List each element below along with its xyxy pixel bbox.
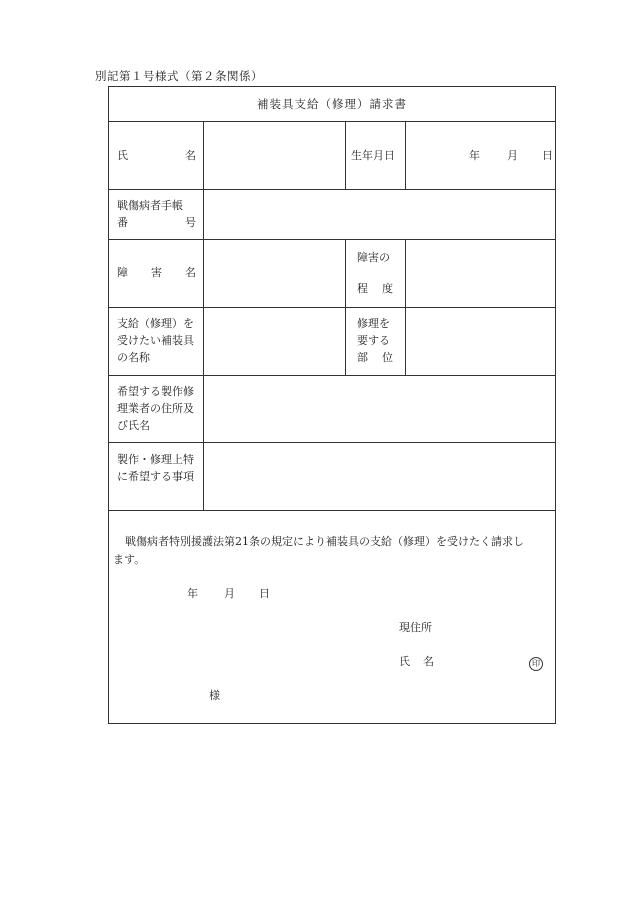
- date-month-unit: 月: [224, 587, 235, 600]
- seal-mark: 印: [529, 654, 543, 671]
- repair-part-label: 修理を 要する 部 位: [357, 317, 393, 364]
- row-divider: [109, 375, 555, 376]
- row-divider: [109, 307, 555, 308]
- device-name-label: 支給（修理）を 受けたい補装具 の名称: [117, 317, 194, 364]
- notebook-number-label: 戦傷病者手帳 番 号: [117, 199, 196, 229]
- row-divider: [109, 239, 555, 240]
- disability-name-label: 障 害 名: [117, 266, 196, 279]
- request-form: [108, 86, 556, 724]
- applicant-name-label-a: 氏: [399, 655, 410, 668]
- label-column-divider: [203, 122, 204, 510]
- row-divider: [109, 442, 555, 443]
- special-wishes-label: 製作・修理上特 に希望する事項: [117, 453, 194, 483]
- column-divider: [345, 122, 346, 189]
- column-divider: [405, 122, 406, 189]
- row-divider: [109, 189, 555, 190]
- column-divider: [345, 239, 346, 375]
- applicant-name-label-b: 名: [423, 655, 434, 668]
- birthdate-label: 生年月日: [351, 149, 395, 162]
- name-label: 氏 名: [117, 149, 196, 162]
- row-divider: [109, 510, 555, 511]
- addressee-honorific: 様: [209, 689, 220, 702]
- form-title: 補装具支給（修理）請求書: [109, 87, 555, 122]
- form-number-label: 別記第１号様式（第２条関係）: [95, 69, 263, 83]
- contractor-label: 希望する製作修 理業者の住所及 び氏名: [117, 385, 194, 432]
- date-year-unit: 年: [187, 587, 198, 600]
- column-divider: [405, 239, 406, 375]
- disability-degree-label-top: 障害の: [357, 251, 390, 264]
- disability-degree-label-bottom: 程 度: [357, 282, 393, 295]
- date-day-unit: 日: [259, 587, 270, 600]
- birth-year-unit: 年: [469, 149, 480, 162]
- birth-day-unit: 日: [542, 149, 553, 162]
- address-label: 現住所: [399, 621, 432, 634]
- birth-month-unit: 月: [507, 149, 518, 162]
- declaration-line-2: ます。: [113, 553, 146, 566]
- declaration-line-1: 戦傷病者特別援護法第21条の規定により補装具の支給（修理）を受けたく請求し: [125, 535, 524, 548]
